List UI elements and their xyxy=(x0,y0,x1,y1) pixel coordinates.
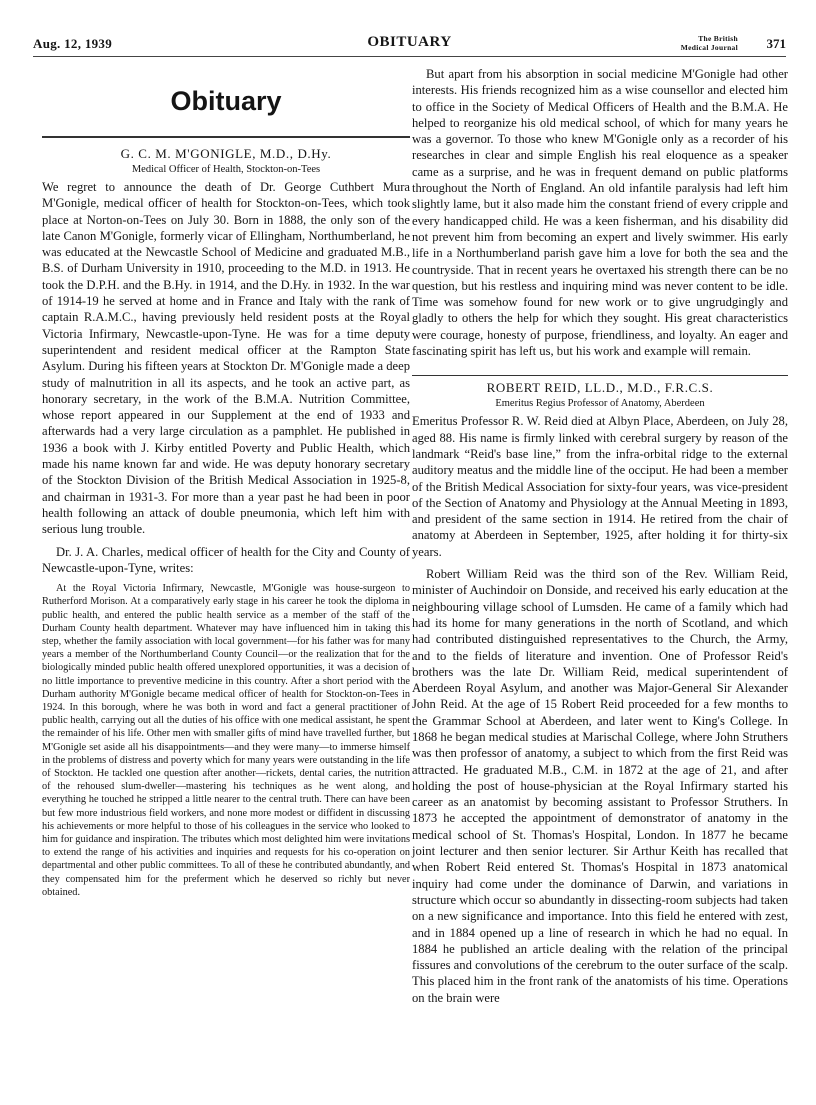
section-title: OBITUARY xyxy=(367,34,452,50)
obituary-paragraph: Robert William Reid was the third son of the Rev. William Reid, minister of Auchindoir on Donside, and received his early education at the neighbouring village school of Lumsden. He came of a family which had had its home for many generations in the north of Scotland, and which had contributed distinguished representatives to the Church, the Army, and to the fields of literature and invention. One of Professor Reid's brothers was the late Dr. William Reid, medical superintendent of Aberdeen Royal Asylum, and another was Major-General Sir Alexander John Reid. At the age of 15 Robert Reid proceeded for a few months to the Grammar School at Aberdeen, and later went to King's College. In 1868 he began medical studies at Marischal College, where John Struthers was then professor of anatomy, a subject to which from the first Reid was attracted. He graduated M.B., C.M. in 1872 at the age of 21, and after holding the post of house-physician at the Royal Infirmary started his career as an anatomist by becoming assistant to Professor Struthers. In 1873 he accepted the appointment of demonstrator of anatomy in the medical school of St. Thomas's Hospital, London. In 1877 he became joint lecturer and then senior lecturer. Sir Arthur Keith has recalled that when Robert Reid entered St. Thomas's Hospital in 1873 anatomical inquiry had come under the dominance of Darwin, and variations in structure which occur so abundantly in dissecting-room subjects had taken on a new significance and importance. Into this field he entered with zest, and in 1884 opened up a line of research in which he had no equal. In 1884 he published an article dealing with the relation of the principal fissures and convolutions of the cerebrum to the outer surface of the scalp. This placed him in the front rank of the anatomists of his time. Operations on the brain were xyxy=(412,567,788,1005)
obituary-paragraph: Emeritus Professor R. W. Reid died at Albyn Place, Aberdeen, on July 28, aged 88. His name is firmly linked with cerebral surgery by reason of the landmark “Reid's base line,” from the infra-orbital ridge to the external auditory meatus and the middle line of the occiput. He had been a member of the British Medical Association for sixty-four years, was vice-president of the Section of Anatomy and Physiology at the Annual Meeting in 1893, and president of the same section in 1914. He retired from the chair of anatomy at Aberdeen in September, 1925, after holding it for thirty-six years. xyxy=(412,414,788,559)
journal-name xyxy=(681,34,738,52)
page-title: Obituary xyxy=(170,86,282,116)
page-number: 371 xyxy=(766,36,786,51)
journal-name-line1: The British xyxy=(698,34,738,43)
section-divider xyxy=(412,375,788,376)
issue-date: Aug. 12, 1939 xyxy=(33,36,113,51)
running-header xyxy=(33,34,786,57)
obituary-paragraph: But apart from his absorption in social medicine M'Gonigle had other interests. His friends recognized him as a wise counsellor and elected him to office in the Society of Medical Officers of Health and the B.M.A. He helped to reorganize his old medical school, of which for many years he was a governor. To those who knew M'Gonigle only as a recorder of his researches in clear and simple English his real eloquence as a speaker came as a surprise, and he was in frequent demand on public platforms throughout the North of England. An old infantile paralysis had left him slightly lame, but it also made him the constant friend of every cripple and every handicapped child. He was a keen fisherman, and his disability did not prevent him from becoming an expert and lively swimmer. His early life in a Northumberland parish gave him a love for both the sea and the countryside. That in recent years he overtaxed his strength there can be no question, but his restless and inquiring mind was never content to be idle. Time was somehow found for new work or to give ungrudgingly and gladly to others the help for which they sought. His great characteristics were courage, honesty of purpose, friendliness, and loyalty. An eager and fascinating spirit has left us, but his work and example will remain. xyxy=(412,67,788,359)
obituary-paragraph: We regret to announce the death of Dr. George Cuthbert Mura M'Gonigle, medical officer of health for Stockton-on-Tees, which took place at Norton-on-Tees on July 30. Born in 1888, the only son of the late Canon M'Gonigle, formerly vicar of Ellingham, Northumberland, he was educated at the Newcastle School of Medicine and graduated M.B., B.S. of Durham University in 1910, proceeding to the M.D. in 1913. He took the D.P.H. and the B.Hy. in 1914, and the D.Hy. in 1932. In the war of 1914-19 he served at home and in France and Italy with the rank of captain R.A.M.C., having previously held resident posts at the Royal Victoria Infirmary, Newcastle-upon-Tyne. He was for a time deputy superintendent and resident medical officer at the Rampton State Asylum. During his fifteen years at Stockton Dr. M'Gonigle made a deep study of malnutrition in all its aspects, and he took an active part, as honorary secretary, in the work of the B.M.A. Nutrition Committee, whose report appeared in our Supplement at the end of 1933 and afterwards had a very large circulation as a pamphlet. He published in 1936 a book with J. Kirby entitled Poverty and Public Health, which made his name known far and wide. He was deputy honorary secretary of the Stockton Division of the British Medical Association in 1925-8, and chairman in 1931-3. For more than a year past he had been in poor health following an attack of double pneumonia, which left him with serious lung trouble. xyxy=(42,180,410,537)
obituary-paragraph: Dr. J. A. Charles, medical officer of health for the City and County of Newcastle-upon-Tyne, writes: xyxy=(42,544,410,575)
obituary-subheading: Medical Officer of Health, Stockton-on-Tees xyxy=(131,164,321,175)
obituary-heading: G. C. M. M'GONIGLE, M.D., D.Hy. xyxy=(120,146,332,161)
title-rule xyxy=(42,136,410,138)
obituary-heading: ROBERT REID, LL.D., M.D., F.R.C.S. xyxy=(486,380,714,396)
right-column xyxy=(412,66,788,1006)
obituary-subheading: Emeritus Regius Professor of Anatomy, Aberdeen xyxy=(495,398,705,410)
left-column xyxy=(42,66,410,899)
journal-name-line2: Medical Journal xyxy=(680,43,738,52)
quoted-tribute: At the Royal Victoria Infirmary, Newcastle, M'Gonigle was house-surgeon to Rutherford Morison. At a comparatively early stage in his career he took the diploma in public health, and entered the public health service as a member of the staff of the Durham County health department. Whatever may have influenced him in taking this step, whether the family association with local government—for his father was for many years a member of the Northumberland County Council—or the realization that for the biologically minded public health offered unexplored opportunities, it was a decision of no little importance to preventive medicine in this country. After a short period with the Durham authority M'Gonigle became medical officer of health for Stockton-on-Tees in 1924. In this borough, where he was both in word and fact a general practitioner of public health, carrying out all the duties of his office with one medical assistant, he spent the remainder of his life. Other men with smaller gifts of mind have travelled further, but M'Gonigle set aside all his disappointments—and they were many—to immerse himself in the problems of distress and poverty which for many years were outstanding in the life of Stockton. He tackled one question after another—rickets, dental caries, the nutrition of the rehoused slum-dweller—mastering his techniques as he went along, and everything he touched he stripped a little nearer to the central truth. There can have been but few more industrious field workers, and none more modest or diffident in discussing his achievements or more helpful to those of his colleagues in the service who looked to him for guidance and inspiration. The tributes which most delighted him were invitations to extend the range of his activities and inquiries and requests for his co-operation on departmental and other public committees. To all of these he contributed abundantly, and they compensated him for the preferment which he deserved so richly but never obtained. xyxy=(42,583,410,898)
